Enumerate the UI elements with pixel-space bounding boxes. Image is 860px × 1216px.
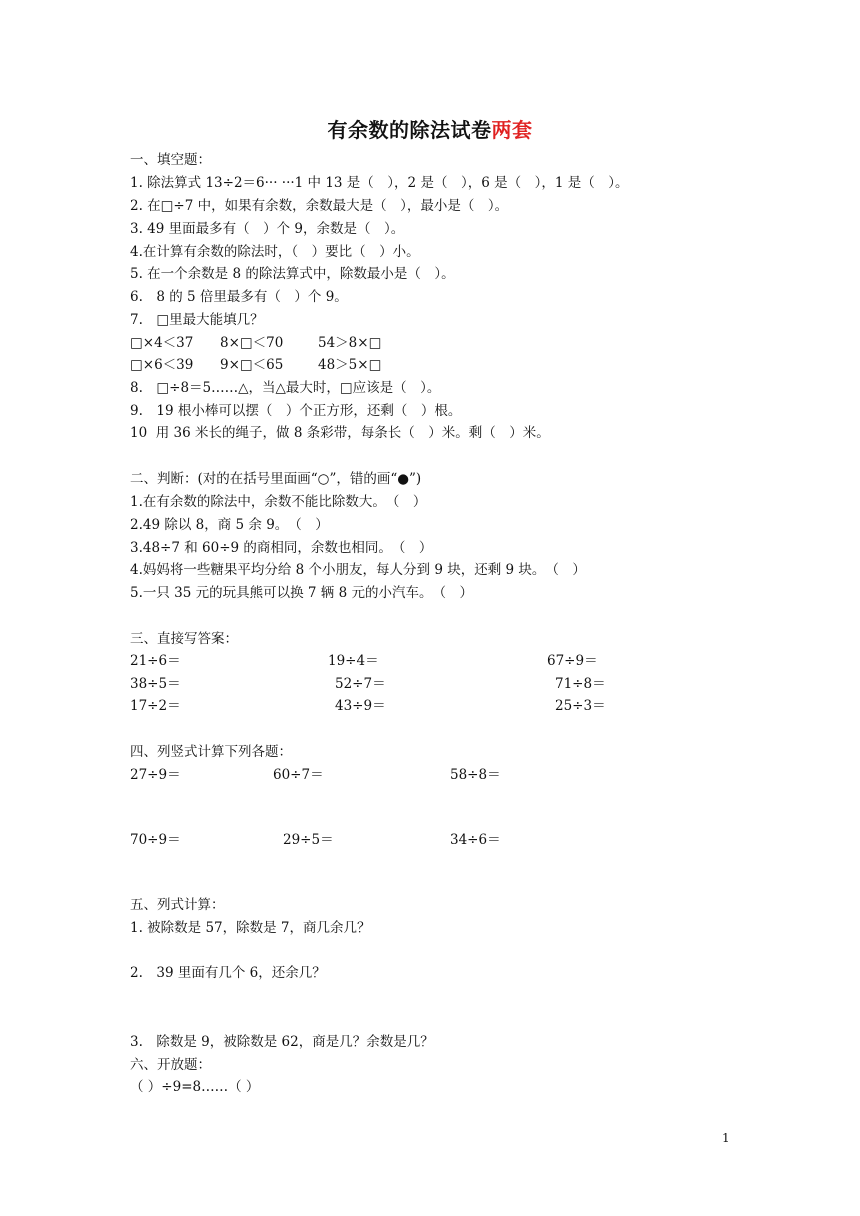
section-4-heading: 四、列竖式计算下列各题： xyxy=(130,744,292,760)
s1-question-6: 6. 8 的 5 倍里最多有（ ）个 9。 xyxy=(130,289,348,305)
s4-item: 70÷9＝ xyxy=(130,832,181,848)
q7-item: 9×□＜65 xyxy=(220,357,284,373)
s1-question-3: 3. 49 里面最多有（ ）个 9，余数是（ ）。 xyxy=(130,221,405,237)
section-1-heading: 一、填空题： xyxy=(130,152,211,168)
s3-item: 52÷7＝ xyxy=(335,676,386,692)
s1-question-7: 7. □里最大能填几？ xyxy=(130,312,264,328)
s1-question-5: 5. 在一个余数是 8 的除法算式中，除数最小是（ ）。 xyxy=(130,266,455,282)
q7-item: 48＞5×□ xyxy=(318,357,382,373)
s4-item: 34÷6＝ xyxy=(450,832,501,848)
q7-item: □×6＜39 xyxy=(130,357,194,373)
s3-item: 43÷9＝ xyxy=(335,698,386,714)
s3-item: 21÷6＝ xyxy=(130,653,181,669)
s1-question-10: 10 用 36 米长的绳子，做 8 条彩带，每条长（ ）米。剩（ ）米。 xyxy=(130,425,550,441)
q7-item: 8×□＜70 xyxy=(220,335,284,351)
title-main: 有余数的除法试卷 xyxy=(327,118,492,142)
s6-question-1: （ ）÷9=8……（ ） xyxy=(130,1079,260,1095)
s2-question-4: 4.妈妈将一些糖果平均分给 8 个小朋友，每人分到 9 块，还剩 9 块。 （ ） xyxy=(130,562,586,578)
s3-item: 19÷4＝ xyxy=(328,653,379,669)
s2-question-5: 5.一只 35 元的玩具熊可以换 7 辆 8 元的小汽车。 （ ） xyxy=(130,585,473,601)
s4-item: 29÷5＝ xyxy=(283,832,334,848)
s1-question-2: 2. 在□÷7 中，如果有余数，余数最大是（ ），最小是（ ）。 xyxy=(130,198,509,214)
s1-question-1: 1. 除法算式 13÷2＝6··· ···1 中 13 是（ ），2 是（ ），6 是（ ），1 是（ ）。 xyxy=(130,175,629,191)
section-3-heading: 三、直接写答案： xyxy=(130,631,238,647)
s5-question-1: 1. 被除数是 57，除数是 7，商几余几？ xyxy=(130,920,371,936)
s3-item: 38÷5＝ xyxy=(130,676,181,692)
s2-question-3: 3.48÷7 和 60÷9 的商相同，余数也相同。 （ ） xyxy=(130,540,433,556)
s4-item: 27÷9＝ xyxy=(130,767,181,783)
s1-question-4: 4.在计算有余数的除法时，（ ）要比（ ）小。 xyxy=(130,244,420,260)
section-2-heading: 二、判断：(对的在括号里面画“○”，错的画“●”) xyxy=(130,471,422,487)
section-6-heading: 六、开放题： xyxy=(130,1057,211,1073)
s4-item: 58÷8＝ xyxy=(450,767,501,783)
s1-question-9: 9. 19 根小棒可以摆（ ）个正方形，还剩（ ）根。 xyxy=(130,403,462,419)
s5-question-3: 3. 除数是 9，被除数是 62，商是几？余数是几？ xyxy=(130,1034,434,1050)
s2-question-2: 2.49 除以 8，商 5 余 9。 （ ） xyxy=(130,517,329,533)
s1-question-8: 8. □÷8＝5……△，当△最大时，□应该是（ ）。 xyxy=(130,380,441,396)
s3-item: 67÷9＝ xyxy=(547,653,598,669)
page-number: 1 xyxy=(722,1131,730,1145)
s2-question-1: 1.在有余数的除法中，余数不能比除数大。 （ ） xyxy=(130,494,427,510)
s3-item: 71÷8＝ xyxy=(555,676,606,692)
s3-item: 25÷3＝ xyxy=(555,698,606,714)
q7-item: 54＞8×□ xyxy=(318,335,382,351)
title-highlight: 两套 xyxy=(491,118,533,142)
s4-item: 60÷7＝ xyxy=(273,767,324,783)
q7-item: □×4＜37 xyxy=(130,335,194,351)
s3-item: 17÷2＝ xyxy=(130,698,181,714)
s5-question-2: 2. 39 里面有几个 6，还余几？ xyxy=(130,965,326,981)
page-title xyxy=(0,114,860,143)
section-5-heading: 五、列式计算： xyxy=(130,897,225,913)
